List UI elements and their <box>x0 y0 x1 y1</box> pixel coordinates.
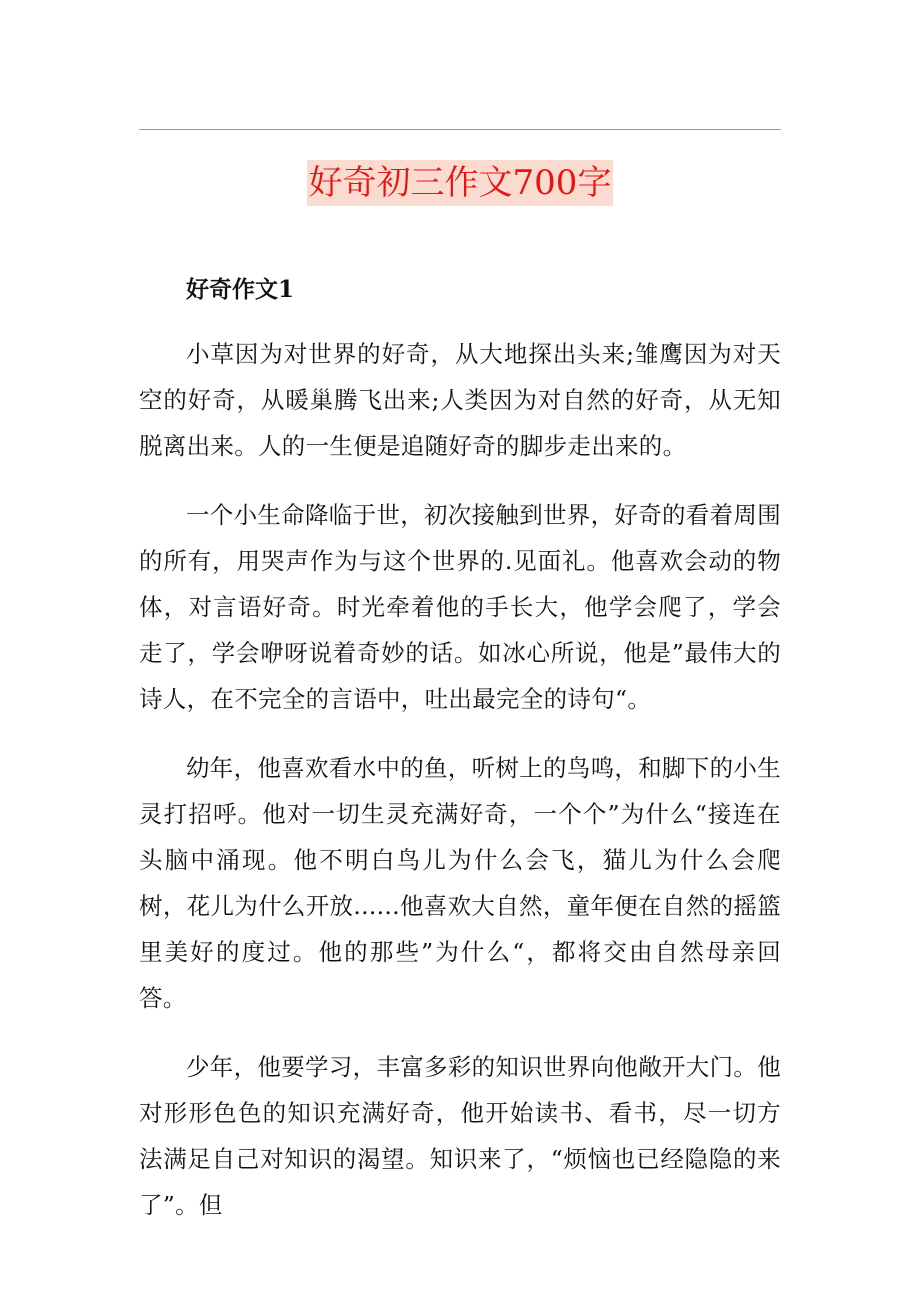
section-heading: 好奇作文1 <box>186 276 295 303</box>
document-title: 好奇初三作文700字 <box>307 160 614 206</box>
title-container <box>0 160 920 206</box>
header-divider <box>139 129 781 130</box>
paragraph: 小草因为对世界的好奇，从大地探出头来;雏鹰因为对天空的好奇，从暖巢腾飞出来;人类因为对自然的好奇，从无知脱离出来。人的一生便是追随好奇的脚步走出来的。 <box>139 340 781 460</box>
paragraph: 一个小生命降临于世，初次接触到世界，好奇的看着周围的所有，用哭声作为与这个世界的.见面礼。他喜欢会动的物体，对言语好奇。时光牵着他的手长大，他学会爬了，学会走了，学会咿呀说着奇妙的话。如冰心所说，他是”最伟大的诗人，在不完全的言语中，吐出最完全的诗句“。 <box>139 501 781 713</box>
paragraph: 幼年，他喜欢看水中的鱼，听树上的鸟鸣，和脚下的小生灵打招呼。他对一切生灵充满好奇，一个个”为什么“接连在头脑中涌现。他不明白鸟儿为什么会飞，猫儿为什么会爬树，花儿为什么开放......他喜欢大自然，童年便在自然的摇篮里美好的度过。他的那些”为什么“，都将交由自然母亲回答。 <box>139 754 781 1012</box>
paragraph: 少年，他要学习，丰富多彩的知识世界向他敞开大门。他对形形色色的知识充满好奇，他开始读书、看书，尽一切方法满足自己对知识的渴望。知识来了，“烦恼也已经隐隐的来了”。但 <box>139 1053 781 1219</box>
essay-body <box>139 331 781 1251</box>
